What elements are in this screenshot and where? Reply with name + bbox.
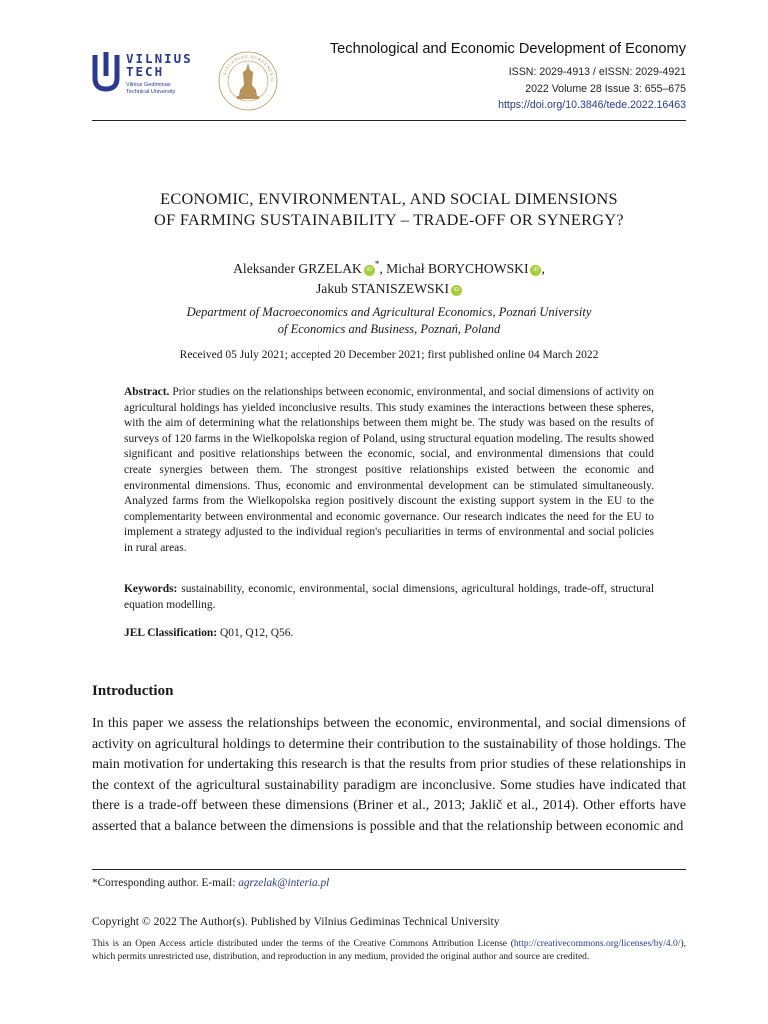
affiliation-line2: of Economics and Business, Poznań, Poland [277,322,501,336]
affiliation [92,304,686,338]
vilnius-tech-mark-icon [92,52,120,92]
abstract-text: Prior studies on the relationships between economic, environmental, and social dimensions of activity on agricultural holdings has yielded inconclusive results. This study examines the interactions between these spheres, with the aim of determining what the relationships between them might be. The study was based on the results of surveys of 120 farms in the Wielkopolska region of Poland, using structural equation modeling. The results showed significant and positive relationships between the economic, social, and environmental dimensions that could create synergies between them. The strongest positive relationships existed between the economic and environmental dimensions. Thus, economic and environmental development can be stimulated simultaneously. Analyzed farms from the Wielkopolska region positively discount the existing support system in the EU to the complementarity between environmental and economic governance. Our research indicates the need for the EU to implement a strategy adjusted to the individual region's peculiarities in terms of environmental and social policies in rural areas. [124,386,655,554]
title-line2: OF FARMING SUSTAINABILITY – TRADE-OFF OR SYNERGY? [154,210,624,229]
volume-issue: 2022 Volume 28 Issue 3: 655–675 [525,82,686,95]
author-staniszewski: Jakub STANISZEWSKI [316,281,449,296]
orcid-icon[interactable]: iD [364,265,375,276]
title-line1: ECONOMIC, ENVIRONMENTAL, AND SOCIAL DIMENSIONS [160,189,618,208]
author-separator: , [541,261,545,276]
keywords [124,582,654,613]
abstract [124,385,654,563]
page-header [92,40,686,118]
keywords-text: sustainability, economic, environmental, social dimensions, agricultural holdings, trade-off, structural equation modelling. [124,583,654,611]
license-link[interactable]: http://creativecommons.org/licenses/by/4.0/ [513,939,681,949]
jel-codes: Q01, Q12, Q56. [219,627,294,639]
seal-text: LITUANIAE ACADEMIA G [221,53,276,83]
vilnius-tech-logo [92,52,212,98]
corresponding-mark: * [374,259,380,269]
article-title [92,188,686,230]
doi-link[interactable]: https://doi.org/10.3846/tede.2022.16463 [498,99,686,111]
logo-sub-line1: Vilnius Gediminas [126,82,171,88]
journal-title: Technological and Economic Development of Economy [329,41,686,57]
corresponding-footnote [92,876,686,891]
footnote-rule [92,869,686,870]
jel-label: JEL Classification: [124,627,218,639]
logo-name-line1: VILNIUS [126,51,193,66]
orcid-icon[interactable]: iD [451,285,462,296]
author-grzelak: Aleksander GRZELAK [233,261,362,276]
issn: ISSN: 2029-4913 / eISSN: 2029-4921 [508,66,686,78]
license-text-a: This is an Open Access article distributed under the terms of the Creative Commons Attribution License ( [92,939,514,949]
abstract-label: Abstract. [124,386,170,398]
author-email-link[interactable]: agrzelak@interia.pl [238,877,330,889]
license-notice [92,938,686,963]
orcid-icon[interactable]: iD [530,265,541,276]
keywords-label: Keywords: [124,583,178,595]
introduction-heading: Introduction [92,683,174,699]
logo-name-line2: TECH [126,64,165,79]
academia-seal-icon [217,50,279,112]
jel-classification [124,626,654,642]
header-rule [92,120,686,121]
license-text-b: ), which permits unrestricted use, distribution, and reproduction in any medium, provided the original author and source are credited. [92,939,686,962]
author-borychowski: , Michał BORYCHOWSKI [379,261,529,276]
logo-sub-line2: Technical University [126,88,176,95]
copyright: Copyright © 2022 The Author(s). Published by Vilnius Gediminas Technical University [92,915,500,928]
affiliation-line1: Department of Macroeconomics and Agricultural Economics, Poznań University [186,305,592,319]
article-dates: Received 05 July 2021; accepted 20 December 2021; first published online 04 March 2022 [179,349,599,361]
introduction-text: In this paper we assess the relationships between the economic, environmental, and social dimensions of activity on agricultural holdings to determine their contribution to the sustainability of those holdings. The main motivation for undertaking this research is that the results from prior studies of these relationships in the context of the agricultural sustainability paradigm are inconclusive. Some studies have indicated that there is a trade-off between these dimensions (Briner et al., 2013; Jaklič et al., 2014). Other efforts have asserted that a balance between the dimensions is possible and that the relationship between economic and [92,716,686,834]
authors [92,254,686,299]
footnote-prefix: *Corresponding author. E-mail: [92,877,236,889]
